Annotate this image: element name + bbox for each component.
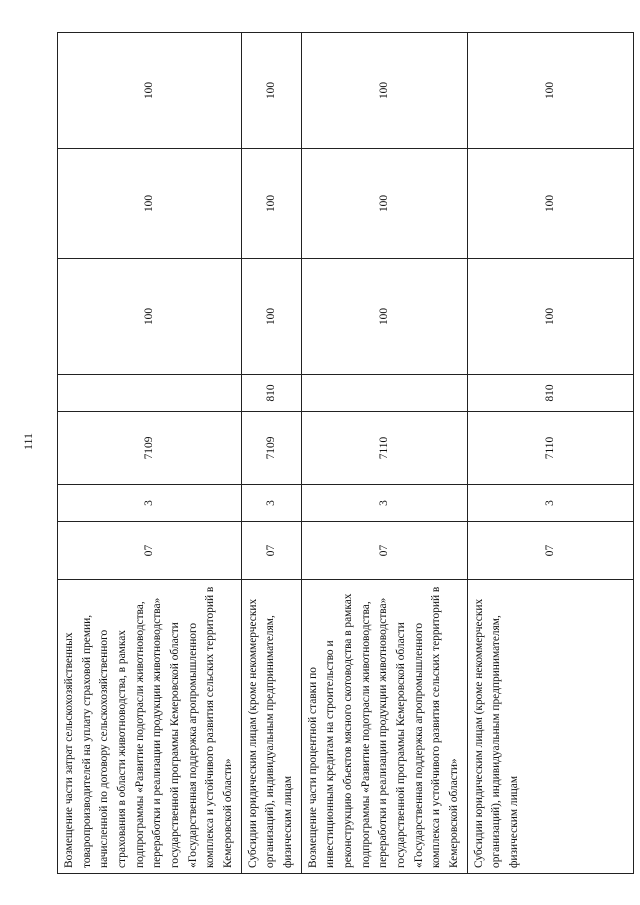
ministry-code: 07 (301, 522, 467, 580)
target-code: 7109 (58, 412, 242, 485)
amount-year-1: 100 (467, 259, 633, 375)
amount-year-2: 100 (301, 149, 467, 259)
amount-year-1: 100 (241, 259, 301, 375)
target-code: 7109 (241, 412, 301, 485)
table-row (301, 33, 467, 874)
expense-type-code (58, 375, 242, 412)
section-code: 3 (241, 485, 301, 522)
amount-year-3: 100 (241, 33, 301, 149)
ministry-code: 07 (467, 522, 633, 580)
expense-type-code (301, 375, 467, 412)
amount-year-1: 100 (58, 259, 242, 375)
amount-year-3: 100 (467, 33, 633, 149)
target-code: 7110 (301, 412, 467, 485)
ministry-code: 07 (58, 522, 242, 580)
amount-year-2: 100 (58, 149, 242, 259)
ministry-code: 07 (241, 522, 301, 580)
row-description: Субсидии юридическим лицам (кроме некоммерческих организаций), индивидуальным предпринимателям, физическим лицам (241, 580, 301, 874)
expense-type-code: 810 (241, 375, 301, 412)
amount-year-1: 100 (301, 259, 467, 375)
amount-year-3: 100 (301, 33, 467, 149)
row-description: Возмещение части процентной ставки по инвестиционным кредитам на строительство и реконструкцию объектов мясного скотоводства в рамках подпрограммы «Развитие подотрасли животноводства, переработки и реализации продукции животноводства» государственной программы Кемеровской области «Государственная поддержка агропромышленного комплекса и устойчивого развития сельских территорий в Кемеровской области» (301, 580, 467, 874)
budget-table (57, 32, 634, 874)
target-code: 7110 (467, 412, 633, 485)
row-description: Субсидии юридическим лицам (кроме некоммерческих организаций), индивидуальным предпринимателям, физическим лицам (467, 580, 633, 874)
page-number: 111 (21, 432, 36, 451)
section-code: 3 (467, 485, 633, 522)
expense-type-code: 810 (467, 375, 633, 412)
row-description: Возмещение части затрат сельскохозяйственных товаропроизводителей на уплату страховой премии, начисленной по договору сельскохозяйственного страхования в области животноводства, в рамках подпрограммы «Развитие подотрасли животноводства, переработки и реализации продукции животноводства» государственной программы Кемеровской области «Государственная поддержка агропромышленного комплекса и устойчивого развития сельских территорий в Кемеровской области» (58, 580, 242, 874)
amount-year-2: 100 (467, 149, 633, 259)
amount-year-2: 100 (241, 149, 301, 259)
table-row (58, 33, 242, 874)
section-code: 3 (58, 485, 242, 522)
table-row (467, 33, 633, 874)
amount-year-3: 100 (58, 33, 242, 149)
table-row (241, 33, 301, 874)
budget-table-sheet (57, 33, 620, 874)
section-code: 3 (301, 485, 467, 522)
